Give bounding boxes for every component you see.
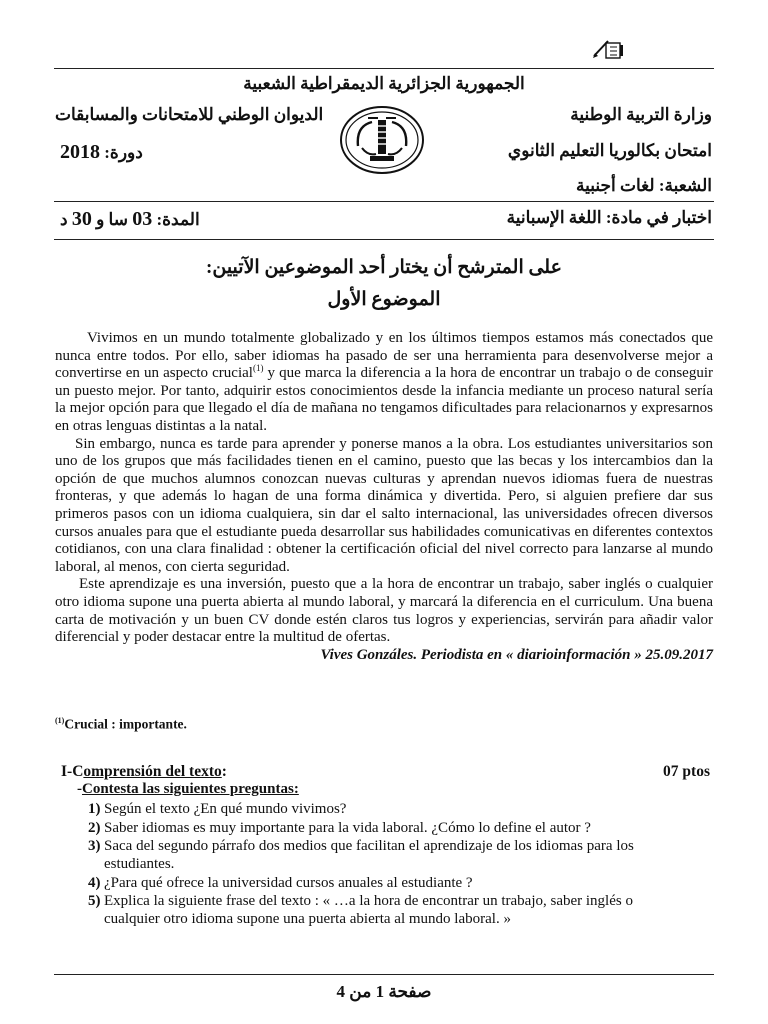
question-list bbox=[88, 800, 688, 929]
footer-rule bbox=[54, 974, 714, 975]
exam-session bbox=[60, 141, 143, 164]
question-item: 4) ¿Para qué ofrece la universidad cursos anuales al estudiante ? bbox=[88, 874, 473, 891]
question-item: 5) Explica la siguiente frase del texto : « …a la hora de encontrar un trabajo, saber inglés o cualquier otro idioma supone una puerta abierta al mundo laboral. » bbox=[88, 893, 633, 927]
passage-source: Vives Gonzáles. Periodista en « diarioinformación » 25.09.2017 bbox=[320, 646, 713, 663]
session-year: 2018 bbox=[60, 141, 100, 163]
duration-hours-unit: سا و bbox=[96, 210, 128, 229]
reading-passage bbox=[55, 330, 713, 664]
header-bottom-rule bbox=[54, 239, 714, 240]
pencil-notepad-icon bbox=[592, 38, 626, 60]
exam-subject: اختبار في مادة: اللغة الإسبانية bbox=[506, 208, 712, 227]
page-total: 4 bbox=[336, 982, 346, 1001]
section-sub-instruction: -Contesta las siguientes preguntas: bbox=[77, 781, 299, 797]
onec-emblem bbox=[338, 104, 426, 176]
section-title: I-Comprensión del texto: bbox=[61, 763, 227, 780]
ministry-name: وزارة التربية الوطنية bbox=[570, 105, 712, 124]
topic-title: الموضوع الأول bbox=[327, 289, 441, 310]
duration-minutes: 30 bbox=[71, 208, 92, 230]
footnote-text: Crucial : importante. bbox=[64, 716, 187, 732]
section-points: 07 ptos bbox=[663, 763, 710, 780]
question-item: 2) Saber idiomas es muy importante para la vida laboral. ¿Cómo lo define el autor ? bbox=[88, 819, 591, 836]
footnote-ref: (1) bbox=[252, 363, 264, 374]
passage-paragraph-1: Vivimos en un mundo totalmente globalizado y en los últimos tiempos estamos más conectados que nunca entre todos. Por ello, saber idiomas ha pasado de ser una herramienta para desenvolverse mejor a convertirse en un aspecto crucial$^{(1)}$ y que marca la diferencia a la hora de encontrar un trabajo o de conseguir un puesto mejor. Por tanto, adquirir estos conocimientos desde la infancia mediante un proceso natural sería la mejor opción para que llegado el día de mañana no tengamos dificultades para relacionarnos y expresarnos en otras lenguas distintas a la natal. bbox=[55, 330, 713, 434]
republic-title: الجمهورية الجزائرية الديمقراطية الشعبية bbox=[243, 74, 525, 93]
header-top-rule bbox=[54, 68, 714, 69]
passage-paragraph-3: Este aprendizaje es una inversión, puesto que a la hora de encontrar un trabajo, saber inglés o cualquier otro idioma supone una puerta abierta al mundo laboral, y marcará la diferencia en el curriculum. Una buena carta de motivación y un buen CV donde estén claros tus logros y experiencias, servirán para añadir valor diferencial y poder destacar entre la multitud de ofertas. bbox=[55, 576, 713, 646]
question-item: 1) Según el texto ¿En qué mundo vivimos? bbox=[88, 801, 347, 817]
exam-office-name: الديوان الوطني للامتحانات والمسابقات bbox=[55, 105, 324, 124]
page-of: من bbox=[349, 982, 372, 1001]
page-label: صفحة bbox=[388, 982, 432, 1001]
exam-stream: الشعبة: لغات أجنبية bbox=[576, 176, 712, 195]
footnote bbox=[55, 716, 187, 733]
duration-minutes-unit: د bbox=[60, 210, 68, 229]
header-middle-rule bbox=[54, 201, 714, 202]
footnote-marker: (1) bbox=[55, 716, 65, 725]
exam-duration bbox=[60, 208, 200, 231]
page-current: 1 bbox=[375, 982, 385, 1001]
session-label: دورة: bbox=[104, 143, 143, 162]
page-number bbox=[0, 982, 768, 1002]
exam-title: امتحان بكالوريا التعليم الثانوي bbox=[507, 141, 712, 160]
passage-paragraph-2: Sin embargo, nunca es tarde para aprender y ponerse manos a la obra. Los estudiantes universitarios son uno de los grupos que más facilidades tienen en el camino, puesto que las becas y los intercambios dan la opción de que muchos alumnos conozcan nuevas culturas y aprendan nuevos idiomas fuera de nuestras fronteras, y que además lo hagan de una forma dinámica y divertida. Pero, si alguien prefiere dar sus primeros pasos con un idioma cualquiera, sin dar el salto internacional, las universidades ofrecen diversos cursos anuales para que el estudiante pueda desarrollar sus habilidades comunicativas en diferentes contextos cotidianos, con una clara finalidad : obtener la certificación oficial del nivel correcto para lanzarse al mundo laboral, al menos, con cierta seguridad. bbox=[55, 435, 713, 575]
candidate-instruction: على المترشح أن يختار أحد الموضوعين الآتيين: bbox=[206, 257, 562, 278]
duration-label: المدة: bbox=[156, 210, 200, 229]
question-item: 3) Saca del segundo párrafo dos medios que facilitan el aprendizaje de los idiomas para los estudiantes. bbox=[88, 838, 634, 872]
duration-hours: 03 bbox=[132, 208, 153, 230]
